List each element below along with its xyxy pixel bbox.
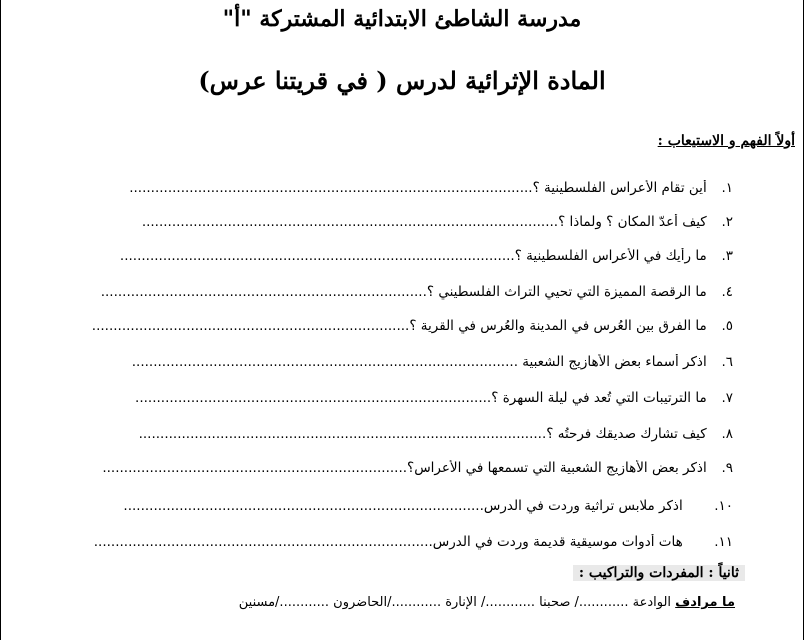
question-item [55,284,733,306]
answer-blank: ............................................................................... [93,534,433,550]
answer-blank: ....................................................................... [102,460,408,476]
question-item [55,460,733,482]
school-name: مدرسة الشاطئ الابتدائية المشتركة "أ" [222,6,582,32]
question-text: اذكر ملابس تراثية وردت في الدرس. [479,498,683,514]
worksheet-title: المادة الإثرائية لدرس ( في قريتنا عرس) [198,66,606,95]
question-number: ٦. [721,354,733,370]
question-item [55,354,733,376]
question-number: ٨. [721,426,733,442]
vocabulary-question [21,595,735,610]
question-number: ٥. [721,318,733,334]
answer-blank: ............................................................................................... [138,426,547,442]
vocabulary-label: ما مرادف [675,595,735,610]
answer-blank: ................................................................................................. [141,214,559,230]
answer-blank: .......................................................................... [91,318,410,334]
question-number: ٧. [721,390,733,406]
answer-blank: ............................................................................................ [119,248,515,264]
answer-blank: ......................................................................................... [131,354,514,370]
question-number: ١٠. [714,498,733,514]
question-text: هات أدوات موسيقية قديمة وردت في الدرس [432,534,683,550]
question-text: كيف أُعدّ المكان ؟ ولماذا ؟ [558,214,707,230]
question-number: ١. [721,180,733,196]
question-text: كيف تشارك صديقك فرحتُه ؟ [546,426,707,442]
question-item [55,318,733,340]
question-text: ما الترتيبات التي تُعد في ليلة السهرة ؟ [491,390,707,406]
question-text: ما الفرق بين العُرس في المدينة والعُرس في القرية ؟ [409,318,707,334]
question-text: ما الرقصة المميزة التي تحيي التراث الفلسطيني ؟ [426,284,707,300]
question-item [55,390,733,412]
question-item [55,248,733,270]
question-text: اذكر بعض الأهازيج الشعبية التي تسمعها في الأعراس؟ [407,460,707,476]
question-number: ٩. [721,460,733,476]
answer-blank: ................................................................................... [123,498,480,514]
vocabulary-words: الوادعة ............/ صحبنا ............/ الإنارة ............/الحاضرون ............/مسنين [238,595,672,610]
question-number: ٣. [721,248,733,264]
question-number: ٢. [721,214,733,230]
question-text: أين تقام الأعراس الفلسطينية ؟ [532,180,707,196]
question-item [55,180,733,202]
answer-blank: ................................................................................... [135,390,492,406]
question-number: ٤. [721,284,733,300]
question-number: ١١. [714,534,733,550]
section-comprehension-title: أولاً الفهم و الاستيعاب : [657,133,795,149]
question-item [55,498,733,520]
answer-blank: ............................................................................ [100,284,427,300]
answer-blank: .............................................................................................. [129,180,533,196]
question-text: اذكر أسماء بعض الأهازيج الشعبية . [513,354,707,370]
question-text: ما رأيك في الأعراس الفلسطينية ؟ [514,248,707,264]
question-item [55,534,733,556]
question-item [55,214,733,236]
question-item [55,426,733,448]
section-vocabulary-title: ثانياً : المفردات والتراكيب : [573,565,745,581]
